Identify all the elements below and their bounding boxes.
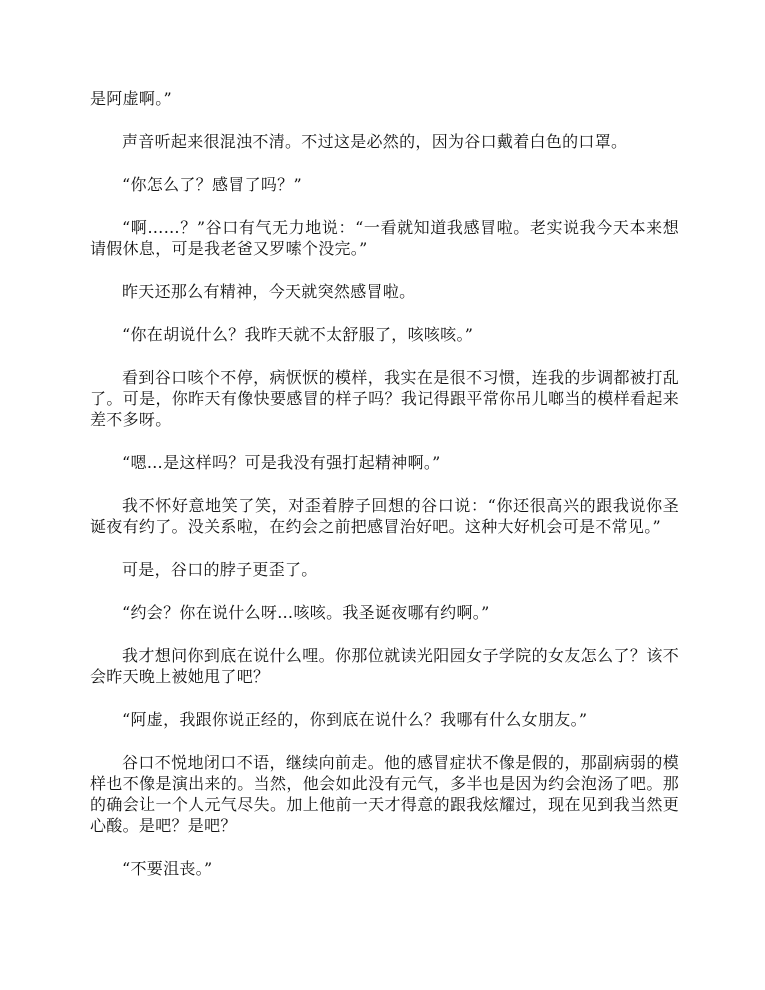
paragraph: 我才想问你到底在说什么哩。你那位就读光阳园女子学院的女友怎么了？该不会昨天晚上被她甩了吧？	[90, 646, 679, 686]
paragraph: 是阿虚啊。”	[90, 89, 172, 108]
paragraph: “啊……？”谷口有气无力地说：“一看就知道我感冒啦。老实说我今天本来想请假休息，可是我老爸又罗嗦个没完。”	[90, 218, 679, 258]
paragraph: 看到谷口咳个不停，病恹恹的模样，我实在是很不习惯，连我的步调都被打乱了。可是，你昨天有像快要感冒的样子吗？我记得跟平常你吊儿啷当的模样看起来差不多呀。	[90, 368, 679, 429]
paragraph: “约会？你在说什么呀…咳咳。我圣诞夜哪有约啊。”	[122, 603, 490, 622]
paragraph: 声音听起来很混浊不清。不过这是必然的，因为谷口戴着白色的口罩。	[122, 132, 628, 151]
paragraph: “你在胡说什么？我昨天就不太舒服了，咳咳咳。”	[122, 325, 474, 344]
paragraph: 可是，谷口的脖子更歪了。	[122, 560, 318, 579]
paragraph: “阿虚，我跟你说正经的，你到底在说什么？我哪有什么女朋友。”	[122, 710, 588, 729]
paragraph: “不要沮丧。”	[122, 859, 213, 878]
paragraph: “嗯…是这样吗？可是我没有强打起精神啊。”	[122, 453, 441, 472]
paragraph: 我不怀好意地笑了笑，对歪着脖子回想的谷口说：“你还很高兴的跟我说你圣诞夜有约了。没关系啦，在约会之前把感冒治好吧。这种大好机会可是不常见。”	[90, 496, 679, 536]
paragraph: “你怎么了？感冒了吗？”	[122, 175, 302, 194]
paragraph: 昨天还那么有精神，今天就突然感冒啦。	[122, 282, 416, 301]
paragraph: 谷口不悦地闭口不语，继续向前走。他的感冒症状不像是假的，那副病弱的模样也不像是演出来的。当然，他会如此没有元气，多半也是因为约会泡汤了吧。那的确会让一个人元气尽失。加上他前一天才得意的跟我炫耀过，现在见到我当然更心酸。是吧？是吧？	[90, 753, 679, 835]
